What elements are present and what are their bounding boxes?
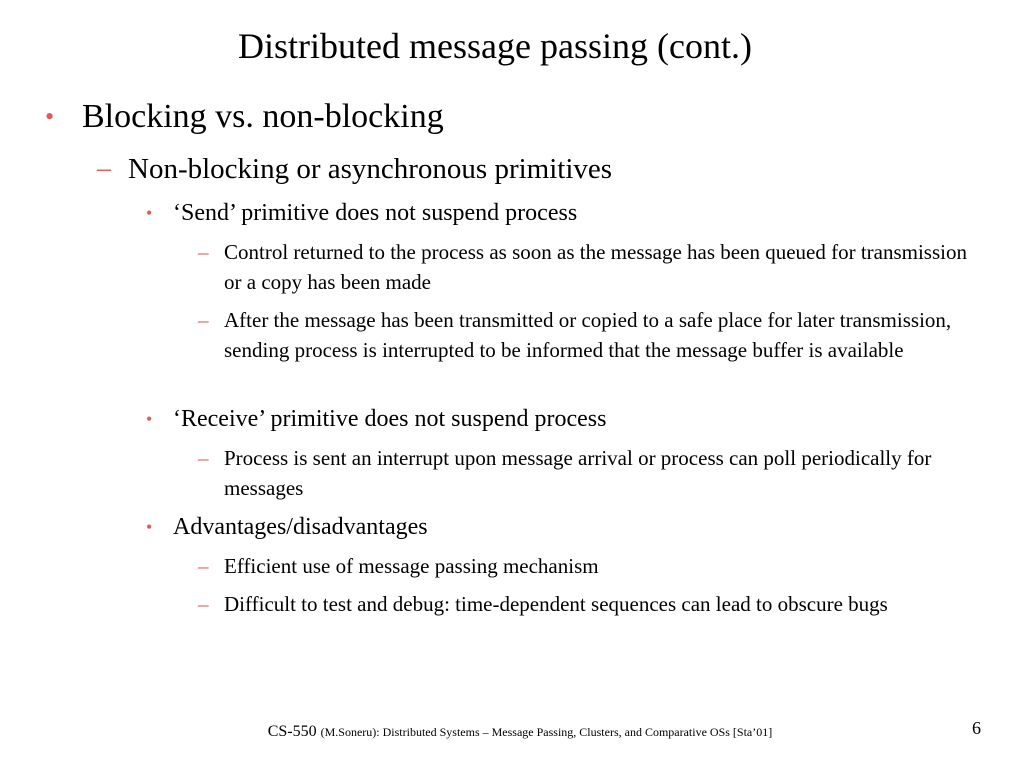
dash-icon: – bbox=[97, 153, 111, 184]
bullet-icon: • bbox=[45, 102, 55, 131]
bullet-text: Difficult to test and debug: time-dependent sequences can lead to obscure bugs bbox=[224, 592, 888, 616]
bullet-text: ‘Send’ primitive does not suspend process bbox=[173, 200, 578, 226]
dash-icon: – bbox=[198, 446, 209, 470]
slide-title: Distributed message passing (cont.) bbox=[238, 26, 752, 66]
page-number: 6 bbox=[972, 718, 981, 738]
dash-icon: – bbox=[198, 308, 209, 332]
dash-icon: – bbox=[198, 240, 209, 264]
bullet-text: Advantages/disadvantages bbox=[173, 514, 428, 540]
bullet-icon: • bbox=[146, 517, 153, 537]
bullet-icon: • bbox=[146, 203, 153, 223]
bullet-text: Non-blocking or asynchronous primitives bbox=[128, 153, 613, 185]
bullet-text: ‘Receive’ primitive does not suspend process bbox=[173, 406, 607, 432]
bullet-icon: • bbox=[146, 409, 153, 429]
footer-course: CS-550 bbox=[267, 723, 317, 740]
bullet-text: Control returned to the process as soon as the message has been queued for transmission or a copy has been made bbox=[224, 240, 967, 294]
dash-icon: – bbox=[198, 554, 209, 578]
footer-description: (M.Soneru): Distributed Systems – Message Passing, Clusters, and Comparative OSs [Sta’01] bbox=[320, 725, 773, 739]
slide-footer bbox=[0, 720, 1024, 744]
bullet-text: After the message has been transmitted or copied to a safe place for later transmission, sending process is interrupted to be informed that the message buffer is available bbox=[224, 308, 952, 362]
bullet-text: Process is sent an interrupt upon message arrival or process can poll periodically for messages bbox=[224, 446, 932, 500]
bullet-text: Blocking vs. non-blocking bbox=[82, 98, 444, 135]
dash-icon: – bbox=[198, 592, 209, 616]
bullet-text: Efficient use of message passing mechanism bbox=[224, 554, 599, 578]
